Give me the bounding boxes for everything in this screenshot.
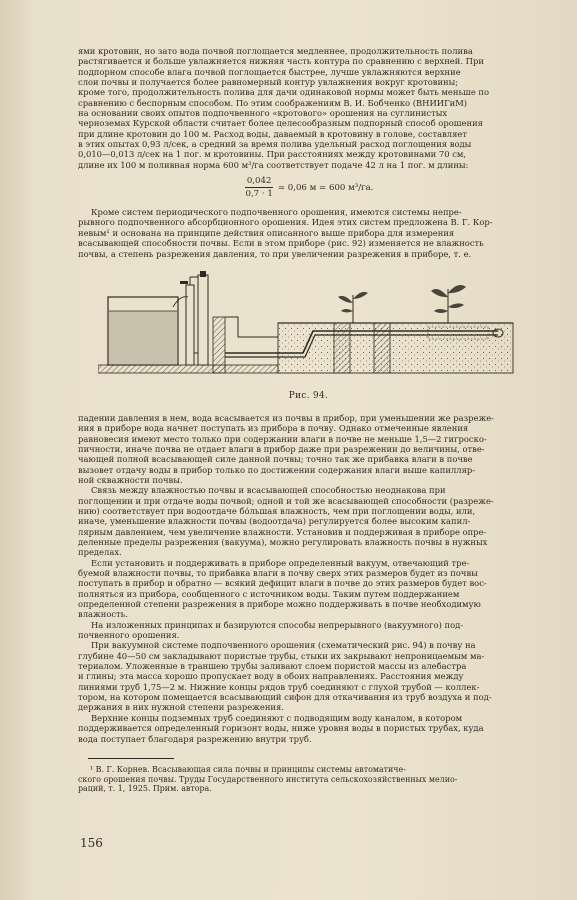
text-line: деленные пределы разрежения (вакуума), можно регулировать влажность почвы в нужных: [78, 536, 488, 547]
text-line: иначе, уменьшение влажности почвы (водоотдача) регулируется более высоким капил-: [78, 516, 471, 527]
text-line: кроме того, продолжительность полива для дачи одинаковой нормы может быть меньше по: [78, 87, 490, 98]
text-line: в этих опытах 0,93 л/сек, а средний за время полива удельный расход поглощения воды: [78, 139, 472, 150]
text-line: растягивается и больше увлажняется нижняя часть контура по сравнению с верхней. При: [78, 56, 484, 67]
text-line: поглощении и при отдаче воды почвой; одной и той же всасывающей способности (разреже-: [78, 495, 494, 506]
text-line: на основании своих опытов подпочвенного «кротового» орошения на суглинистых: [78, 108, 448, 119]
text-line: определенной степени разрежения в приборе можно поддерживать в почве необходимую: [78, 599, 481, 610]
figure-caption: Рис. 94.: [288, 390, 329, 401]
formula-denominator: 0,7 · 1: [245, 189, 273, 200]
text-line: линиями труб 1,75—2 м. Нижние концы рядов труб соединяют с глухой трубой — коллек-: [78, 681, 480, 692]
text-block-bottom: [78, 413, 539, 744]
formula-fraction: [243, 176, 274, 199]
text-line: влажность.: [78, 609, 128, 620]
text-line: лярным давлением, чем увеличение влажности. Установив и поддерживая в приборе опре-: [78, 526, 487, 537]
text-line: буемой влажности почвы, то прибавка влаги в почву сверх этих размеров будет из почвы: [78, 568, 478, 578]
footnote-line: ского орошения почвы. Труды Государственного института сельскохозяйственных мелио-: [78, 774, 458, 784]
figure-94: [78, 267, 539, 387]
text-line: 0,010—0,013 л/сек на 1 пог. м кротовины. При расстояниях между кротовинами 70 см,: [78, 149, 467, 160]
formula-result: = 0,06 м = 600 м³/га.: [277, 182, 374, 193]
page-number: 156: [80, 836, 103, 850]
text-line: ной скважности почвы.: [78, 474, 183, 485]
text-line: Верхние концы подземных труб соединяют с подводящим воду каналом, в котором: [91, 712, 463, 723]
text-line: тором, на котором помещается всасывающий сифон для откачивания из труб воздуха и под-: [78, 692, 492, 703]
text-line: поступать в прибор и обратно — всякий дефицит влаги в почве до этих размеров будет вос-: [78, 578, 487, 589]
text-line: слои почвы и получается более равномерный контур увлажнения вокруг кротовины;: [78, 77, 459, 88]
text-line: при длине кротовин до 100 м. Расход воды, даваемый в кротовину в голове, составляет: [78, 128, 467, 139]
text-line: нию) соответствует при водоотдаче бо́льшая влажность, чем при поглощении воды, или,: [78, 505, 476, 516]
text-line: всасывающей способности почвы. Если в этом приборе (рис. 92) изменяется не влажность: [78, 238, 484, 249]
water-tank: [108, 297, 178, 365]
plant-right: [431, 285, 466, 323]
text-line: Если установить и поддерживать в приборе определенный вакуум, отвечающий тре-: [91, 557, 470, 568]
text-line: пичности, иначе почва не отдает влаги в прибор даже при разрежении до величины, отве-: [78, 443, 485, 454]
plant-left: [338, 292, 368, 323]
text-line: Связь между влажностью почвы и всасывающей способностью неоднакова при: [91, 485, 446, 496]
text-line: держания в них нужной степени разрежения.: [78, 702, 284, 713]
text-line: Кроме систем периодического подпочвенного орошения, имеются системы непре-: [91, 207, 462, 218]
text-line: ния в приборе вода начнет поступать из прибора в почву. Однако отмеченные явления: [78, 423, 469, 434]
footnote-line: раций, т. 1, 1925. Прим. автора.: [78, 784, 212, 794]
footnote-line: ¹ В. Г. Корнев. Всасывающая сила почвы и принципы системы автоматиче-: [90, 764, 406, 774]
text-line: полняться из прибора, сообщенного с источником воды. Таким путем поддержанием: [78, 588, 460, 599]
text-line: невым¹ и основана на принципе действия описанного выше прибора для измерения: [78, 227, 455, 238]
text-line: вода поступает благодаря разрежению внутри труб.: [78, 733, 312, 744]
text-line: На изложенных принципах и базируются способы непрерывного (вакуумного) под-: [91, 619, 464, 630]
text-line: падении давления в нем, вода всасывается из почвы в прибор, при уменьшении же разреже-: [78, 412, 494, 423]
footnote: [78, 765, 539, 794]
text-block-middle: [78, 207, 539, 259]
text-line: сравнению с беспорным способом. По этим соображениям В. И. Бобченко (ВНИИГиМ): [78, 97, 468, 108]
text-line: длине их 100 м поливная норма 600 м³/га соответствует подаче 42 л на 1 пог. м длины:: [78, 159, 469, 170]
text-line: поддерживается определенный горизонт воды, ниже уровня воды в пористых трубах, куда: [78, 723, 484, 734]
text-line: териалом. Уложенные в траншею трубы заливают слоем пористой массы из алебастра: [78, 661, 467, 672]
text-line: подпорном способе влага почвой поглощается быстрее, лучше увлажняются верхние: [78, 66, 461, 77]
text-line: почвенного орошения.: [78, 630, 180, 641]
formula: [78, 176, 539, 199]
text-line: вызовет отдачу воды в прибор только по достижении содержания влаги выше капилляр-: [78, 464, 476, 475]
text-line: чающей полной всасывающей силе данной почвы; точно так же прибавка влаги в почве: [78, 454, 473, 465]
text-block-top: [78, 46, 539, 170]
text-line: и глины; эта масса хорошо пропускает воду в обоих направлениях. Расстояния между: [78, 671, 464, 682]
text-line: рывного подпочвенного абсорбционного орошения. Идея этих систем предложена В. Г. Кор-: [78, 217, 493, 228]
irrigation-scheme-drawing: [98, 267, 518, 387]
text-line: глубине 40—50 см закладывают пористые трубы, стыки их закрывают непроницаемым ма-: [78, 650, 485, 661]
text-line: При вакуумной системе подпочвенного орошения (схематический рис. 94) в почву на: [91, 640, 476, 651]
text-line: равновесия имеют место только при содержании влаги в почве не меньше 1,5—2 гигроско-: [78, 433, 487, 444]
text-line: пределах.: [78, 547, 122, 558]
text-line: ями кротовин, но зато вода почвой поглощается медленнее, продолжительность полива: [78, 46, 473, 56]
text-line: почвы, а степень разрежения давления, то при увеличении разрежения в приборе, т. е.: [78, 248, 472, 259]
text-line: черноземах Курской области считает более целесообразным подпорный способ орошения: [78, 118, 483, 129]
footnote-divider: [88, 758, 174, 759]
formula-numerator: 0,042: [246, 176, 272, 187]
